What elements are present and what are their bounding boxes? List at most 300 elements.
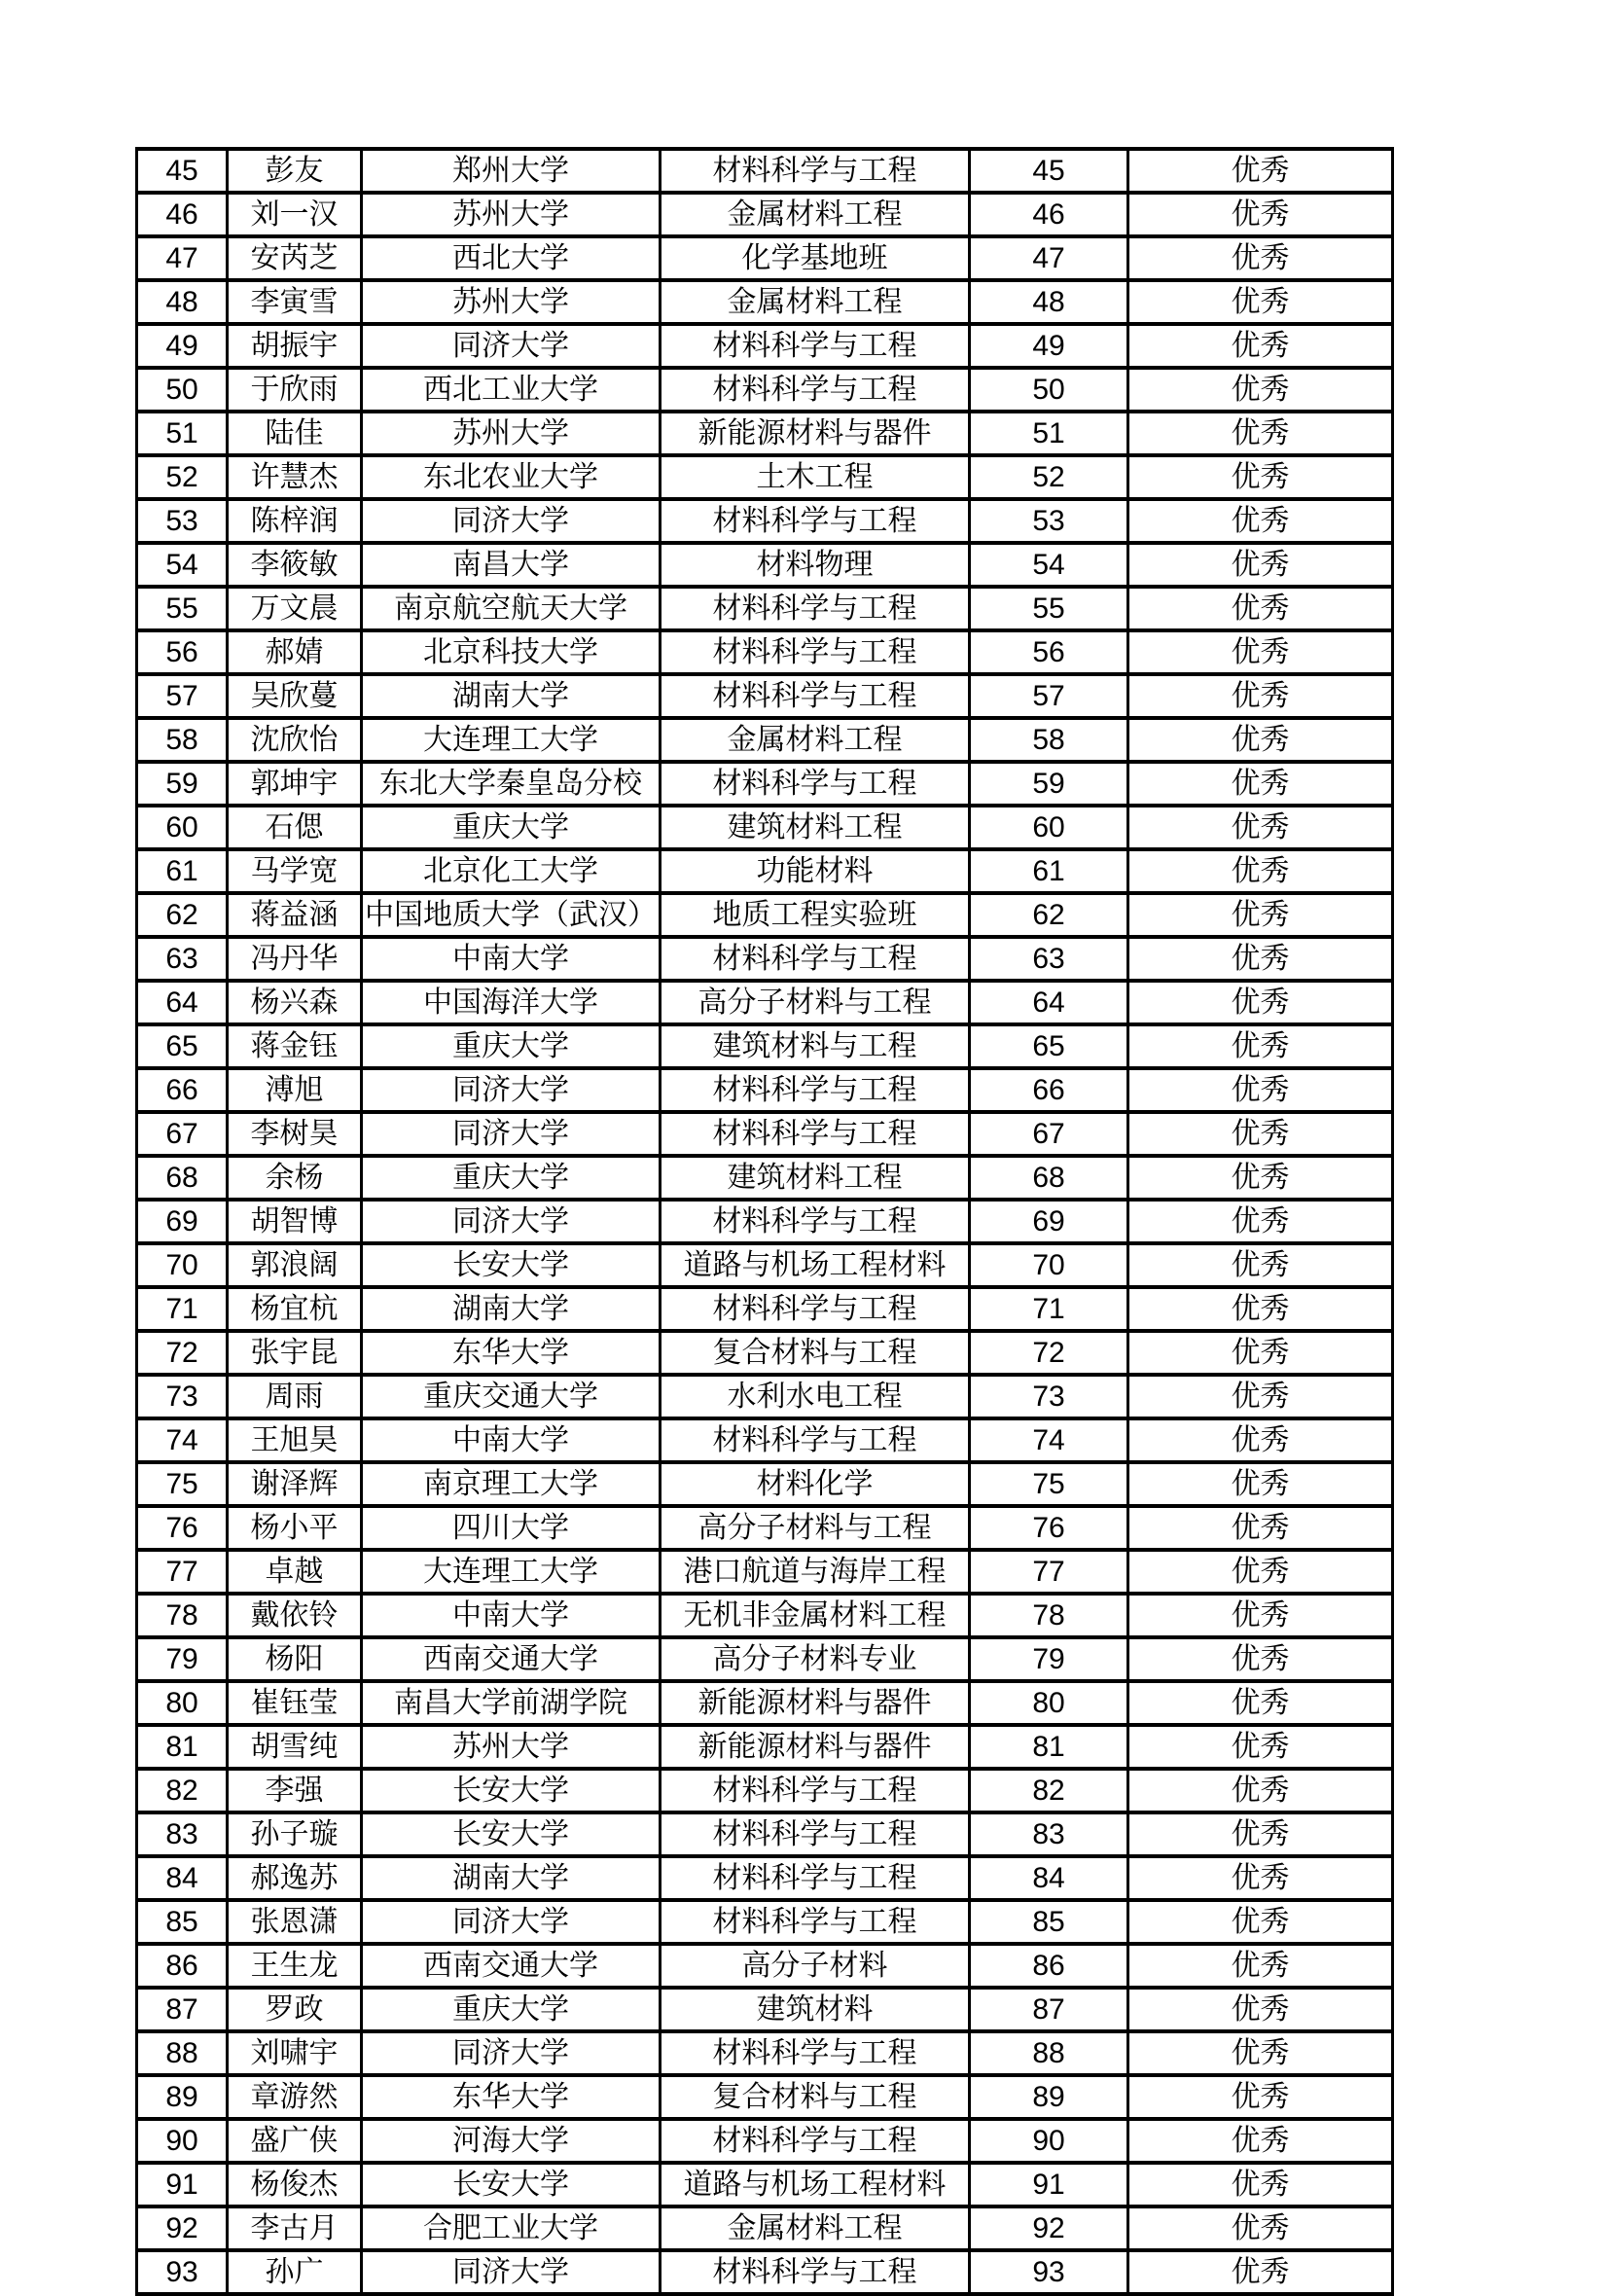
student-name-cell: 杨小平 (228, 1506, 362, 1550)
major-cell: 材料科学与工程 (661, 1200, 970, 1243)
student-name-cell: 胡智博 (228, 1200, 362, 1243)
row-number-cell: 80 (137, 1681, 228, 1725)
table-row (137, 368, 1393, 412)
table-row (137, 1681, 1393, 1725)
table-row (137, 1112, 1393, 1156)
row-number-repeat-cell: 72 (970, 1331, 1128, 1375)
row-number-cell: 57 (137, 674, 228, 718)
row-number-repeat-cell: 52 (970, 455, 1128, 499)
status-cell: 优秀 (1128, 1550, 1393, 1594)
row-number-cell: 66 (137, 1068, 228, 1112)
status-cell: 优秀 (1128, 2206, 1393, 2250)
student-name-cell: 杨俊杰 (228, 2163, 362, 2206)
major-cell: 道路与机场工程材料 (661, 2163, 970, 2206)
row-number-repeat-cell: 55 (970, 587, 1128, 630)
university-cell: 北京科技大学 (362, 630, 661, 674)
status-cell: 优秀 (1128, 1418, 1393, 1462)
major-cell: 建筑材料与工程 (661, 1024, 970, 1068)
row-number-repeat-cell: 76 (970, 1506, 1128, 1550)
row-number-repeat-cell: 61 (970, 849, 1128, 893)
row-number-repeat-cell: 67 (970, 1112, 1128, 1156)
major-cell: 材料科学与工程 (661, 630, 970, 674)
row-number-cell: 86 (137, 1944, 228, 1988)
student-name-cell: 许慧杰 (228, 455, 362, 499)
row-number-cell: 68 (137, 1156, 228, 1200)
table-row (137, 1156, 1393, 1200)
major-cell: 建筑材料 (661, 1988, 970, 2031)
status-cell: 优秀 (1128, 1112, 1393, 1156)
major-cell: 建筑材料工程 (661, 1156, 970, 1200)
status-cell: 优秀 (1128, 1506, 1393, 1550)
table-row (137, 1243, 1393, 1287)
row-number-cell: 63 (137, 937, 228, 981)
university-cell: 大连理工大学 (362, 718, 661, 762)
student-name-cell: 刘一汉 (228, 193, 362, 236)
row-number-repeat-cell: 54 (970, 543, 1128, 587)
row-number-cell: 82 (137, 1769, 228, 1812)
status-cell: 优秀 (1128, 1900, 1393, 1944)
row-number-cell: 85 (137, 1900, 228, 1944)
status-cell: 优秀 (1128, 1725, 1393, 1769)
row-number-cell: 93 (137, 2250, 228, 2294)
student-name-cell: 卓越 (228, 1550, 362, 1594)
row-number-cell: 59 (137, 762, 228, 806)
table-row (137, 1594, 1393, 1637)
row-number-cell: 53 (137, 499, 228, 543)
student-name-cell: 彭友 (228, 149, 362, 193)
university-cell: 合肥工业大学 (362, 2206, 661, 2250)
university-cell: 苏州大学 (362, 412, 661, 455)
row-number-cell: 81 (137, 1725, 228, 1769)
university-cell: 四川大学 (362, 1506, 661, 1550)
university-cell: 重庆大学 (362, 1024, 661, 1068)
major-cell: 建筑材料工程 (661, 806, 970, 849)
university-cell: 南昌大学 (362, 543, 661, 587)
major-cell: 高分子材料 (661, 1944, 970, 1988)
row-number-repeat-cell: 91 (970, 2163, 1128, 2206)
major-cell: 材料化学 (661, 1462, 970, 1506)
university-cell: 中南大学 (362, 1418, 661, 1462)
status-cell: 优秀 (1128, 806, 1393, 849)
major-cell: 材料科学与工程 (661, 1812, 970, 1856)
row-number-repeat-cell: 59 (970, 762, 1128, 806)
student-name-cell: 章游然 (228, 2075, 362, 2119)
status-cell: 优秀 (1128, 1594, 1393, 1637)
student-name-cell: 杨宜杭 (228, 1287, 362, 1331)
university-cell: 西南交通大学 (362, 1637, 661, 1681)
major-cell: 新能源材料与器件 (661, 1681, 970, 1725)
major-cell: 水利水电工程 (661, 1375, 970, 1418)
status-cell: 优秀 (1128, 1243, 1393, 1287)
university-cell: 南京理工大学 (362, 1462, 661, 1506)
row-number-cell: 45 (137, 149, 228, 193)
university-cell: 东北大学秦皇岛分校 (362, 762, 661, 806)
major-cell: 高分子材料专业 (661, 1637, 970, 1681)
table-row (137, 543, 1393, 587)
university-cell: 长安大学 (362, 1769, 661, 1812)
university-cell: 西北大学 (362, 236, 661, 280)
major-cell: 材料科学与工程 (661, 1112, 970, 1156)
major-cell: 土木工程 (661, 455, 970, 499)
row-number-cell: 74 (137, 1418, 228, 1462)
university-cell: 东华大学 (362, 2075, 661, 2119)
university-cell: 重庆大学 (362, 1988, 661, 2031)
university-cell: 东北农业大学 (362, 455, 661, 499)
major-cell: 地质工程实验班 (661, 893, 970, 937)
student-name-cell: 杨阳 (228, 1637, 362, 1681)
row-number-cell: 77 (137, 1550, 228, 1594)
row-number-cell: 84 (137, 1856, 228, 1900)
major-cell: 金属材料工程 (661, 193, 970, 236)
table-row (137, 2119, 1393, 2163)
table-row (137, 806, 1393, 849)
student-name-cell: 王生龙 (228, 1944, 362, 1988)
major-cell: 化学基地班 (661, 236, 970, 280)
table-row (137, 1506, 1393, 1550)
table-row (137, 236, 1393, 280)
status-cell: 优秀 (1128, 1287, 1393, 1331)
roster-table-body (137, 149, 1393, 2294)
table-row (137, 2075, 1393, 2119)
row-number-repeat-cell: 51 (970, 412, 1128, 455)
row-number-repeat-cell: 57 (970, 674, 1128, 718)
student-name-cell: 蒋益涵 (228, 893, 362, 937)
status-cell: 优秀 (1128, 893, 1393, 937)
status-cell: 优秀 (1128, 149, 1393, 193)
table-row (137, 1331, 1393, 1375)
table-row (137, 412, 1393, 455)
university-cell: 中南大学 (362, 937, 661, 981)
status-cell: 优秀 (1128, 849, 1393, 893)
university-cell: 重庆大学 (362, 806, 661, 849)
row-number-repeat-cell: 78 (970, 1594, 1128, 1637)
status-cell: 优秀 (1128, 1200, 1393, 1243)
status-cell: 优秀 (1128, 2119, 1393, 2163)
status-cell: 优秀 (1128, 280, 1393, 324)
row-number-repeat-cell: 77 (970, 1550, 1128, 1594)
status-cell: 优秀 (1128, 1462, 1393, 1506)
student-name-cell: 马学宽 (228, 849, 362, 893)
row-number-repeat-cell: 62 (970, 893, 1128, 937)
row-number-repeat-cell: 79 (970, 1637, 1128, 1681)
student-name-cell: 王旭昊 (228, 1418, 362, 1462)
student-name-cell: 冯丹华 (228, 937, 362, 981)
row-number-cell: 61 (137, 849, 228, 893)
table-row (137, 1725, 1393, 1769)
university-cell: 重庆大学 (362, 1156, 661, 1200)
status-cell: 优秀 (1128, 630, 1393, 674)
status-cell: 优秀 (1128, 236, 1393, 280)
table-row (137, 1024, 1393, 1068)
row-number-repeat-cell: 82 (970, 1769, 1128, 1812)
major-cell: 材料物理 (661, 543, 970, 587)
row-number-cell: 56 (137, 630, 228, 674)
major-cell: 材料科学与工程 (661, 762, 970, 806)
major-cell: 新能源材料与器件 (661, 1725, 970, 1769)
row-number-repeat-cell: 71 (970, 1287, 1128, 1331)
status-cell: 优秀 (1128, 587, 1393, 630)
major-cell: 功能材料 (661, 849, 970, 893)
major-cell: 材料科学与工程 (661, 1068, 970, 1112)
row-number-repeat-cell: 68 (970, 1156, 1128, 1200)
row-number-cell: 92 (137, 2206, 228, 2250)
major-cell: 材料科学与工程 (661, 2119, 970, 2163)
row-number-cell: 48 (137, 280, 228, 324)
status-cell: 优秀 (1128, 1944, 1393, 1988)
student-name-cell: 溥旭 (228, 1068, 362, 1112)
university-cell: 西北工业大学 (362, 368, 661, 412)
student-name-cell: 陆佳 (228, 412, 362, 455)
status-cell: 优秀 (1128, 762, 1393, 806)
row-number-cell: 64 (137, 981, 228, 1024)
table-row (137, 455, 1393, 499)
row-number-repeat-cell: 89 (970, 2075, 1128, 2119)
student-name-cell: 石偲 (228, 806, 362, 849)
table-row (137, 2250, 1393, 2294)
status-cell: 优秀 (1128, 1637, 1393, 1681)
table-row (137, 1418, 1393, 1462)
row-number-repeat-cell: 81 (970, 1725, 1128, 1769)
row-number-cell: 75 (137, 1462, 228, 1506)
student-name-cell: 孙广 (228, 2250, 362, 2294)
university-cell: 同济大学 (362, 1068, 661, 1112)
row-number-repeat-cell: 45 (970, 149, 1128, 193)
major-cell: 材料科学与工程 (661, 1856, 970, 1900)
table-row (137, 1637, 1393, 1681)
row-number-repeat-cell: 73 (970, 1375, 1128, 1418)
university-cell: 重庆交通大学 (362, 1375, 661, 1418)
row-number-repeat-cell: 75 (970, 1462, 1128, 1506)
university-cell: 长安大学 (362, 2163, 661, 2206)
student-name-cell: 罗政 (228, 1988, 362, 2031)
status-cell: 优秀 (1128, 1068, 1393, 1112)
student-name-cell: 蒋金钰 (228, 1024, 362, 1068)
status-cell: 优秀 (1128, 1769, 1393, 1812)
row-number-repeat-cell: 63 (970, 937, 1128, 981)
row-number-cell: 73 (137, 1375, 228, 1418)
student-name-cell: 刘啸宇 (228, 2031, 362, 2075)
row-number-repeat-cell: 58 (970, 718, 1128, 762)
university-cell: 苏州大学 (362, 1725, 661, 1769)
row-number-repeat-cell: 86 (970, 1944, 1128, 1988)
row-number-repeat-cell: 56 (970, 630, 1128, 674)
status-cell: 优秀 (1128, 1331, 1393, 1375)
major-cell: 材料科学与工程 (661, 1769, 970, 1812)
row-number-cell: 49 (137, 324, 228, 368)
university-cell: 湖南大学 (362, 674, 661, 718)
table-row (137, 324, 1393, 368)
status-cell: 优秀 (1128, 2250, 1393, 2294)
status-cell: 优秀 (1128, 1812, 1393, 1856)
university-cell: 西南交通大学 (362, 1944, 661, 1988)
student-name-cell: 戴依铃 (228, 1594, 362, 1637)
row-number-cell: 62 (137, 893, 228, 937)
row-number-cell: 52 (137, 455, 228, 499)
row-number-cell: 67 (137, 1112, 228, 1156)
status-cell: 优秀 (1128, 674, 1393, 718)
row-number-repeat-cell: 80 (970, 1681, 1128, 1725)
row-number-repeat-cell: 85 (970, 1900, 1128, 1944)
major-cell: 高分子材料与工程 (661, 1506, 970, 1550)
major-cell: 材料科学与工程 (661, 499, 970, 543)
status-cell: 优秀 (1128, 2163, 1393, 2206)
student-name-cell: 李强 (228, 1769, 362, 1812)
student-name-cell: 万文晨 (228, 587, 362, 630)
status-cell: 优秀 (1128, 455, 1393, 499)
major-cell: 金属材料工程 (661, 2206, 970, 2250)
table-row (137, 1900, 1393, 1944)
student-name-cell: 周雨 (228, 1375, 362, 1418)
student-name-cell: 郝逸苏 (228, 1856, 362, 1900)
table-row (137, 762, 1393, 806)
status-cell: 优秀 (1128, 981, 1393, 1024)
major-cell: 金属材料工程 (661, 718, 970, 762)
row-number-repeat-cell: 93 (970, 2250, 1128, 2294)
row-number-repeat-cell: 60 (970, 806, 1128, 849)
university-cell: 同济大学 (362, 2031, 661, 2075)
row-number-cell: 88 (137, 2031, 228, 2075)
major-cell: 道路与机场工程材料 (661, 1243, 970, 1287)
major-cell: 材料科学与工程 (661, 2250, 970, 2294)
table-row (137, 630, 1393, 674)
university-cell: 东华大学 (362, 1331, 661, 1375)
table-row (137, 1200, 1393, 1243)
status-cell: 优秀 (1128, 937, 1393, 981)
row-number-cell: 58 (137, 718, 228, 762)
student-name-cell: 张宇昆 (228, 1331, 362, 1375)
row-number-cell: 47 (137, 236, 228, 280)
row-number-repeat-cell: 92 (970, 2206, 1128, 2250)
status-cell: 优秀 (1128, 412, 1393, 455)
row-number-repeat-cell: 69 (970, 1200, 1128, 1243)
table-row (137, 499, 1393, 543)
status-cell: 优秀 (1128, 1681, 1393, 1725)
major-cell: 新能源材料与器件 (661, 412, 970, 455)
table-row (137, 937, 1393, 981)
student-name-cell: 沈欣怡 (228, 718, 362, 762)
student-name-cell: 安芮芝 (228, 236, 362, 280)
major-cell: 材料科学与工程 (661, 937, 970, 981)
university-cell: 北京化工大学 (362, 849, 661, 893)
major-cell: 金属材料工程 (661, 280, 970, 324)
major-cell: 材料科学与工程 (661, 324, 970, 368)
row-number-repeat-cell: 87 (970, 1988, 1128, 2031)
status-cell: 优秀 (1128, 324, 1393, 368)
row-number-repeat-cell: 83 (970, 1812, 1128, 1856)
university-cell: 中国地质大学（武汉） (362, 893, 661, 937)
row-number-repeat-cell: 66 (970, 1068, 1128, 1112)
student-name-cell: 李筱敏 (228, 543, 362, 587)
university-cell: 大连理工大学 (362, 1550, 661, 1594)
row-number-cell: 76 (137, 1506, 228, 1550)
row-number-cell: 69 (137, 1200, 228, 1243)
row-number-cell: 54 (137, 543, 228, 587)
row-number-cell: 83 (137, 1812, 228, 1856)
table-row (137, 1944, 1393, 1988)
row-number-repeat-cell: 90 (970, 2119, 1128, 2163)
row-number-cell: 46 (137, 193, 228, 236)
student-name-cell: 陈梓润 (228, 499, 362, 543)
university-cell: 同济大学 (362, 324, 661, 368)
student-name-cell: 李树昊 (228, 1112, 362, 1156)
row-number-repeat-cell: 49 (970, 324, 1128, 368)
student-name-cell: 郭坤宇 (228, 762, 362, 806)
major-cell: 材料科学与工程 (661, 1900, 970, 1944)
university-cell: 同济大学 (362, 1900, 661, 1944)
row-number-cell: 90 (137, 2119, 228, 2163)
row-number-cell: 89 (137, 2075, 228, 2119)
university-cell: 同济大学 (362, 1112, 661, 1156)
table-row (137, 1856, 1393, 1900)
major-cell: 港口航道与海岸工程 (661, 1550, 970, 1594)
status-cell: 优秀 (1128, 2031, 1393, 2075)
table-row (137, 981, 1393, 1024)
student-name-cell: 郝婧 (228, 630, 362, 674)
university-cell: 中南大学 (362, 1594, 661, 1637)
university-cell: 南昌大学前湖学院 (362, 1681, 661, 1725)
row-number-cell: 65 (137, 1024, 228, 1068)
row-number-repeat-cell: 48 (970, 280, 1128, 324)
university-cell: 湖南大学 (362, 1287, 661, 1331)
student-name-cell: 谢泽辉 (228, 1462, 362, 1506)
row-number-cell: 72 (137, 1331, 228, 1375)
table-row (137, 2206, 1393, 2250)
major-cell: 材料科学与工程 (661, 368, 970, 412)
status-cell: 优秀 (1128, 499, 1393, 543)
row-number-cell: 78 (137, 1594, 228, 1637)
status-cell: 优秀 (1128, 1856, 1393, 1900)
table-row (137, 587, 1393, 630)
row-number-cell: 50 (137, 368, 228, 412)
table-row (137, 893, 1393, 937)
major-cell: 复合材料与工程 (661, 2075, 970, 2119)
row-number-cell: 51 (137, 412, 228, 455)
table-row (137, 1068, 1393, 1112)
status-cell: 优秀 (1128, 1988, 1393, 2031)
student-name-cell: 崔钰莹 (228, 1681, 362, 1725)
table-row (137, 1287, 1393, 1331)
major-cell: 材料科学与工程 (661, 674, 970, 718)
university-cell: 长安大学 (362, 1812, 661, 1856)
status-cell: 优秀 (1128, 1375, 1393, 1418)
university-cell: 同济大学 (362, 1200, 661, 1243)
student-name-cell: 李古月 (228, 2206, 362, 2250)
row-number-repeat-cell: 70 (970, 1243, 1128, 1287)
table-row (137, 1375, 1393, 1418)
table-row (137, 2031, 1393, 2075)
student-name-cell: 余杨 (228, 1156, 362, 1200)
table-row (137, 674, 1393, 718)
row-number-repeat-cell: 84 (970, 1856, 1128, 1900)
row-number-cell: 60 (137, 806, 228, 849)
student-name-cell: 孙子璇 (228, 1812, 362, 1856)
university-cell: 同济大学 (362, 499, 661, 543)
status-cell: 优秀 (1128, 2075, 1393, 2119)
table-row (137, 1812, 1393, 1856)
major-cell: 材料科学与工程 (661, 1418, 970, 1462)
major-cell: 复合材料与工程 (661, 1331, 970, 1375)
row-number-repeat-cell: 74 (970, 1418, 1128, 1462)
major-cell: 材料科学与工程 (661, 587, 970, 630)
table-row (137, 1462, 1393, 1506)
status-cell: 优秀 (1128, 1156, 1393, 1200)
university-cell: 苏州大学 (362, 280, 661, 324)
row-number-cell: 55 (137, 587, 228, 630)
table-row (137, 849, 1393, 893)
row-number-repeat-cell: 88 (970, 2031, 1128, 2075)
status-cell: 优秀 (1128, 368, 1393, 412)
student-name-cell: 郭浪阔 (228, 1243, 362, 1287)
